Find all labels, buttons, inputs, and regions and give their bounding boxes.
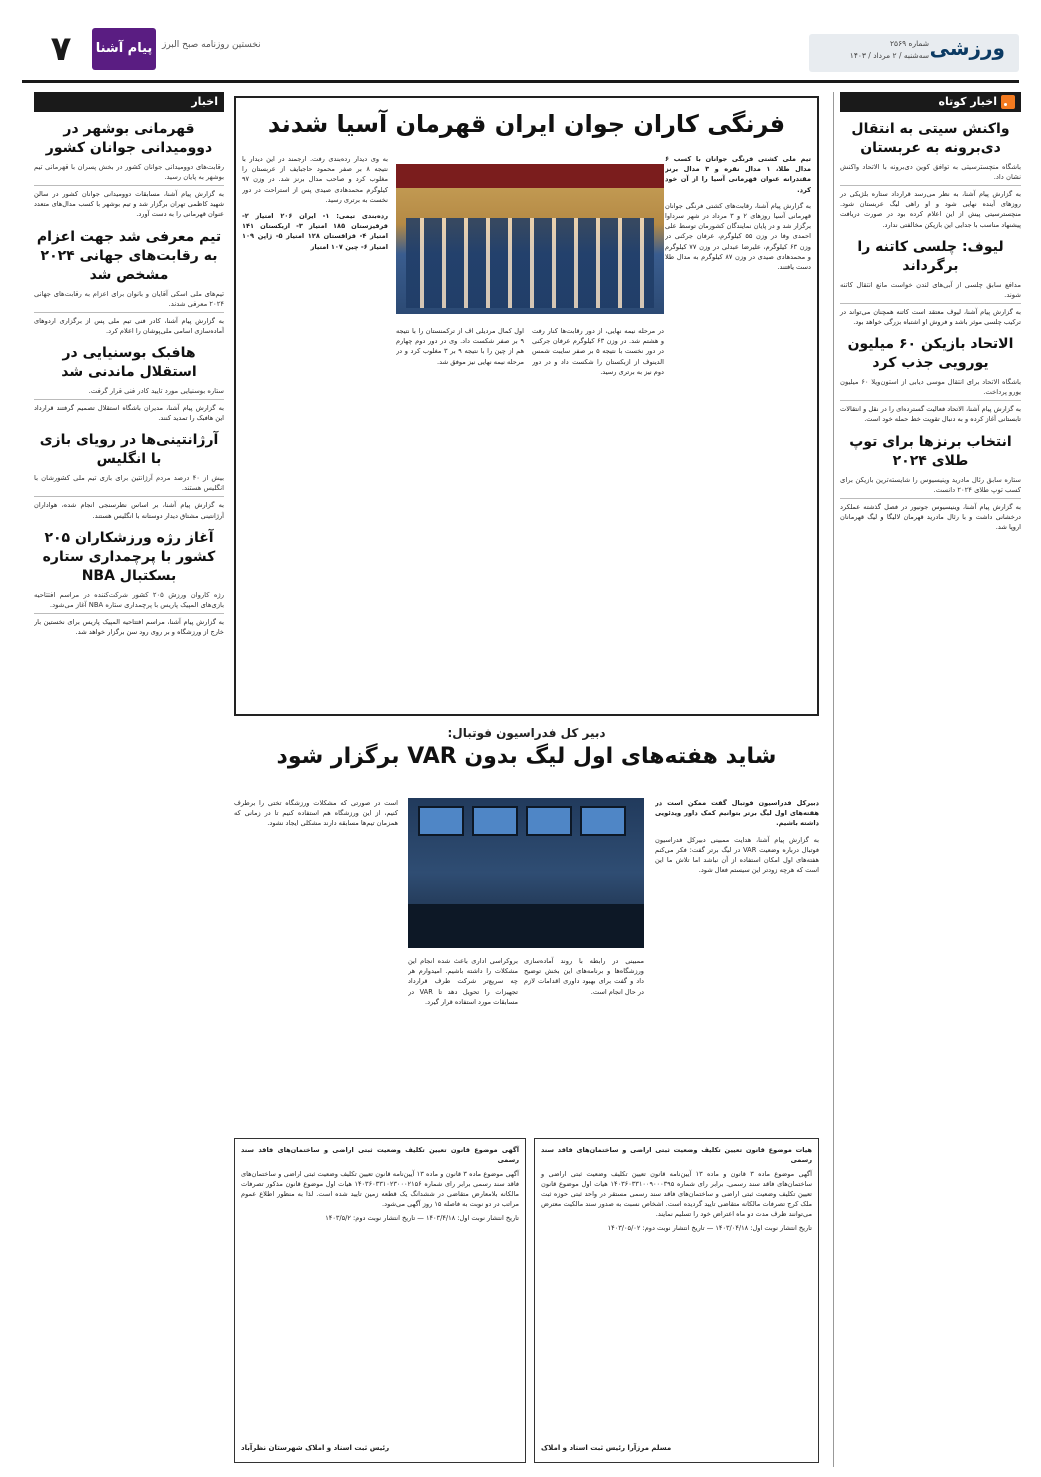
news-lead: بیش از ۴۰ درصد مردم آرژانتین برای بازی تیم ملی کشورشان با انگلیس هستند. (34, 473, 224, 497)
feature-text: به وی دیدار رده‌بندی رفت. ارجمند در این دیدار با نتیجه ۸ بر صفر محمود حاجبایف از عربستان را مغلوب کرد و صاحب مدال برنز شد. در وزن ۹۷ کیلوگرم محمدهادی صیدی پس از استراحت در دور نخست به برتری رسید. (242, 155, 388, 204)
story-column (234, 798, 398, 1128)
news-item[interactable] (840, 120, 1021, 230)
masthead (0, 0, 1041, 86)
news-item[interactable] (840, 433, 1021, 533)
news-title: قهرمانی بوشهر در دوومیدانی جوانان کشور (45, 121, 213, 156)
news-title: آغاز رژه ورزشکاران ۲۰۵ کشور با پرچمداری ستاره بسکتبال NBA (42, 529, 216, 584)
feature-story (234, 96, 819, 716)
feature-column (665, 444, 811, 694)
control-desk (408, 904, 644, 948)
story-text: است در صورتی که مشکلات ورزشگاه تختی را برطرف کنیم، از این ورزشگاه هم استفاده کنیم تا در زمانی که همزمان تیم‌ها مسابقه دارند مشکلی ایجاد نشود. (234, 799, 398, 828)
story-lead: دبیرکل فدراسیون فوتبال گفت ممکن است در هفته‌های اول لیگ برتر بتوانیم کمک داور ویدئویی داشته باشیم. (655, 799, 819, 828)
news-body: به گزارش پیام آشنا، کادر فنی تیم ملی پس از برگزاری اردوهای آماده‌سازی اسامی ملی‌پوشان را اعلام کرد. (34, 316, 224, 335)
news-body: به گزارش پیام آشنا، لیوف معتقد است کاتنه همچنان می‌تواند در ترکیب چلسی موثر باشد و فروش او اشتباه بزرگی خواهد بود. (840, 307, 1021, 327)
team-photo (396, 164, 664, 314)
news-body: به گزارش پیام آشنا، مسابقات دوومیدانی جوانان کشور در سالن شهید کاظمی تهران برگزار شد و تیم بوشهر با کسب مدال‌های متعدد عنوان قهرمانی را به دست آورد. (34, 190, 224, 219)
notice-body: آگهی موضوع ماده ۳ قانون و ماده ۱۳ آیین‌نامه قانون تعیین تکلیف وضعیت ثبتی اراضی و ساختمان‌های فاقد سند رسمی برابر رای شماره ۱۴۰۳۶۰۳۳۱۰۲۳۰۰۰۲۱۵۶ هیات اول موضوع قانون مذکور تصرفات مالکانه بلامعارض متقاضی در ششدانگ یک قطعه زمین تایید شده است. لذا به منظور اطلاع عموم مراتب در دو نوبت به فاصله ۱۵ روز آگهی می‌شود. (241, 1170, 520, 1208)
var-room-photo (408, 798, 644, 948)
right-rail-title: اخبار کوتاه (938, 95, 997, 108)
news-lead: ستاره سابق رئال مادرید وینیسیوس را شایسته‌ترین بازیکن برای کسب توپ طلای ۲۰۲۴ دانست. (840, 475, 1021, 499)
feature-text: اول کمال مردیلی اف از ترکمنستان را با نتیجه ۹ بر صفر شکست داد. وی در دور دوم چهارم هم از چین را با نتیجه ۹ بر ۳ مغلوب کرد و در مرحله نیمه نهایی نیز موفق شد. (396, 327, 524, 366)
news-item[interactable] (34, 344, 224, 423)
story-headline[interactable]: شاید هفته‌های اول لیگ بدون VAR برگزار شود (276, 744, 777, 769)
monitor-screen (580, 806, 626, 836)
story-text: ممبینی در رابطه با روند آماده‌سازی ورزشگاه‌ها و برنامه‌های این بخش توضیح داد و گفت برای بهبود داوری اقدامات لازم در حال انجام است. (524, 957, 644, 996)
section-banner (809, 34, 1019, 72)
news-body: به گزارش پیام آشنا، الاتحاد فعالیت گسترده‌ای را در نقل و انتقالات تابستانی آغاز کرده و به دنبال تقویت خط حمله خود است. (840, 405, 1021, 424)
news-lead: مدافع سابق چلسی از آبی‌های لندن خواست مانع انتقال کاتنه شوند. (840, 280, 1021, 304)
feature-column (396, 326, 524, 696)
news-body: به گزارش پیام آشنا، بر اساس نظرسنجی انجام شده، هواداران آرژانتینی مشتاق دیدار دوستانه با انگلیس هستند. (34, 501, 224, 520)
main-content (234, 92, 819, 1467)
feature-text: در مرحله نیمه نهایی، از دور رقابت‌ها کنار رفت و هشتم شد. در وزن ۶۳ کیلوگرم عرفان جرکنی در دور نخست با نتیجه ۵ بر صفر سایبت شمس الدینوف از ازبکستان را شکست داد و در دور دوم نیز به برتری رسید. (532, 327, 664, 376)
var-story (234, 726, 819, 1126)
legal-notice (234, 1138, 526, 1463)
story-column (408, 956, 518, 1126)
photo-banner (396, 164, 664, 188)
left-rail (34, 92, 224, 1467)
news-title: انتخاب برنزها برای توپ طلای ۲۰۲۴ (849, 433, 1012, 469)
news-item[interactable] (840, 335, 1021, 424)
masthead-rule (22, 80, 1019, 83)
left-rail-title: اخبار (191, 95, 218, 108)
notice-title: هیات موضوع قانون تعیین تکلیف وضعیت ثبتی اراضی و ساختمان‌های فاقد سند رسمی (541, 1146, 812, 1164)
notice-title: آگهی موضوع قانون تعیین تکلیف وضعیت ثبتی اراضی و ساختمان‌های فاقد سند رسمی (241, 1146, 519, 1164)
notice-body: آگهی موضوع ماده ۳ قانون و ماده ۱۳ آیین‌نامه قانون تعیین تکلیف وضعیت ثبتی اراضی و ساختمان‌های فاقد سند رسمی. برابر رای شماره ۱۴۰۳۶۰۳۳۱۰۰۹۰۰۰۳۹۵ هیات اول موضوع قانون تعیین تکلیف وضعیت ثبتی اراضی و ساختمان‌های فاقد سند رسمی مستقر در واحد ثبتی حوزه ثبت ملک کرج تصرفات مالکانه متقاضی تایید گردیده است. اشخاص نسبت به صدور سند مالکیت معترض می‌توانند ظرف مدت دو ماه اعتراض خود را تسلیم نمایند. (541, 1170, 812, 1218)
news-lead: تیم‌های ملی اسکی آقایان و بانوان برای اعزام به رقابت‌های جهانی ۲۰۲۴ معرفی شدند. (34, 289, 224, 313)
issue-info (850, 38, 929, 62)
story-column (524, 956, 644, 1126)
news-title: هافبک بوسنیایی در استقلال ماندنی شد (61, 345, 197, 381)
legal-notices (234, 1138, 819, 1463)
story-kicker: دبیر کل فدراسیون فوتبال: (447, 726, 606, 740)
notice-signature: رئیس ثبت اسناد و املاک شهرستان نظرآباد (241, 1444, 390, 1452)
news-lead: رقابت‌های دوومیدانی جوانان کشور در بخش پسران با قهرمانی تیم بوشهر به پایان رسید. (34, 162, 224, 186)
news-title: واکنش سیتی به انتقال دی‌برونه به عربستان (851, 121, 1010, 156)
news-lead: باشگاه الاتحاد برای انتقال موسی دیابی از استون‌ویلا ۶۰ میلیون یورو پرداخت. (840, 377, 1021, 401)
feature-body (242, 154, 811, 708)
brand-block (40, 28, 300, 74)
rss-icon (1001, 95, 1015, 109)
newspaper-tagline: نخستین روزنامه صبح البرز (162, 40, 261, 50)
feature-headline[interactable]: فرنگی کاران جوان ایران قهرمان آسیا شدند (267, 110, 786, 138)
left-rail-header (34, 92, 224, 112)
monitor-screen (526, 806, 572, 836)
story-column (655, 798, 819, 1128)
issue-date: سه‌شنبه / ۲ مرداد / ۱۴۰۳ (849, 51, 929, 60)
right-rail (833, 92, 1021, 1467)
newspaper-logo[interactable]: پیام آشنا (92, 28, 156, 70)
feature-text: به گزارش پیام آشنا، رقابت‌های کشتی فرنگی جوانان قهرمانی آسیا روزهای ۲ و ۳ مرداد در شهر سرداوا برگزار شد و در پایان نمایندگان کشورمان توسط علی احمدی وفا در وزن ۵۵ کیلوگرم، عرفان جرکنی در وزن ۶۳ کیلوگرم، علیرضا عبدلی در وزن ۷۷ کیلوگرم و محمدهادی صیدی در وزن ۸۷ کیلوگرم به مدال طلا دست یافتند. (665, 201, 811, 272)
news-title: تیم معرفی شد جهت اعزام به رقابت‌های جهانی ۲۰۲۴ مشخص شد (36, 228, 222, 283)
news-item[interactable] (34, 120, 224, 220)
story-text: به گزارش پیام آشنا، هدایت ممبینی دبیرکل فدراسیون فوتبال درباره وضعیت VAR در لیگ برتر گفت: فکر می‌کنم هفته‌های اول امکان استفاده از آن نباشد اما تلاش ما این است که هرچه زودتر این سیستم فعال شود. (655, 835, 819, 875)
news-body: به گزارش پیام آشنا، به نظر می‌رسد قرارداد ستاره بلژیکی در روزهای آینده نهایی شود و او راهی لیگ عربستان شود. منچسترسیتی پیش از این اعلام کرده بود در صورت دریافت پیشنهاد مناسب با جدایی این بازیکن مخالفتی ندارد. (840, 190, 1021, 229)
news-item[interactable] (840, 238, 1021, 327)
story-text: بروکراسی اداری باعث شده انجام این مشکلات را داشته باشیم. امیدوارم هر چه سریع‌تر شرکت طرف قرارداد تجهیزات را تحویل دهد تا VAR در مسابقات مورد استفاده قرار گیرد. (408, 957, 518, 1006)
monitor-screen (418, 806, 464, 836)
feature-column (532, 326, 664, 696)
legal-notice (534, 1138, 819, 1463)
feature-results: رده‌بندی تیمی: ۱- ایران ۲۰۶ امتیاز ۲- قرقیزستان ۱۸۵ امتیاز ۳- ازبکستان ۱۴۱ امتیاز ۴- قزاقستان ۱۲۸ امتیاز ۵- ژاپن ۱۰۹ امتیاز ۶- چین ۱۰۷ امتیاز (242, 212, 388, 251)
feature-column (242, 154, 388, 704)
news-lead: ستاره بوسنیایی مورد تایید کادر فنی قرار گرفت. (34, 386, 224, 400)
news-title: لیوف: چلسی کاتنه را برگرداند (857, 238, 1004, 274)
news-item[interactable] (34, 228, 224, 336)
wrestlers-group (406, 218, 654, 308)
news-body: به گزارش پیام آشنا، وینیسیوس جونیور در فصل گذشته عملکرد درخشانی داشت و با رئال مادرید قهرمان لالیگا و لیگ قهرمانان اروپا شد. (840, 502, 1021, 532)
news-item[interactable] (34, 529, 224, 637)
monitor-screen (472, 806, 518, 836)
section-title: ورزشی (929, 36, 1005, 60)
notice-dates: تاریخ انتشار نوبت اول: ۱۴۰۳/۴/۱۸ — تاریخ انتشار نوبت دوم: ۱۴۰۳/۵/۲ (325, 1214, 519, 1222)
news-body: به گزارش پیام آشنا، مراسم افتتاحیه المپیک پاریس برای نخستین بار خارج از ورزشگاه و بر روی رود سن برگزار خواهد شد. (34, 617, 224, 637)
issue-number: شماره ۲۵۶۹ (890, 39, 929, 48)
notice-signature: مسلم مرزآرا رئیس ثبت اسناد و املاک (541, 1444, 672, 1452)
news-lead: باشگاه منچسترسیتی به توافق کوین دی‌برونه با الاتحاد واکنش نشان داد. (840, 162, 1021, 186)
news-title: آرژانتینی‌ها در رویای بازی با انگلیس (39, 432, 219, 468)
page-number: ۷ (50, 29, 72, 69)
news-item[interactable] (34, 431, 224, 520)
news-body: به گزارش پیام آشنا، مدیران باشگاه استقلال تصمیم گرفتند قرارداد این هافبک را تمدید کنند. (34, 404, 224, 423)
news-title: الاتحاد بازیکن ۶۰ میلیون یورویی جذب کرد (847, 336, 1014, 372)
right-rail-header (840, 92, 1021, 112)
notice-dates: تاریخ انتشار نوبت اول: ۱۴۰۳/۰۴/۱۸ — تاریخ انتشار نوبت دوم: ۱۴۰۳/۰۵/۰۲ (607, 1224, 812, 1232)
news-lead: رژه کاروان ورزش ۲۰۵ کشور شرکت‌کننده در مراسم افتتاحیه بازی‌های المپیک پاریس با پرچمداری ستاره NBA آغاز می‌شود. (34, 590, 224, 614)
feature-lead: تیم ملی کشتی فرنگی جوانان با کسب ۶ مدال طلا، ۱ مدال نقره و ۳ مدال برنز مقتدرانه عنوان قهرمانی آسیا را از آن خود کرد. (665, 155, 811, 194)
